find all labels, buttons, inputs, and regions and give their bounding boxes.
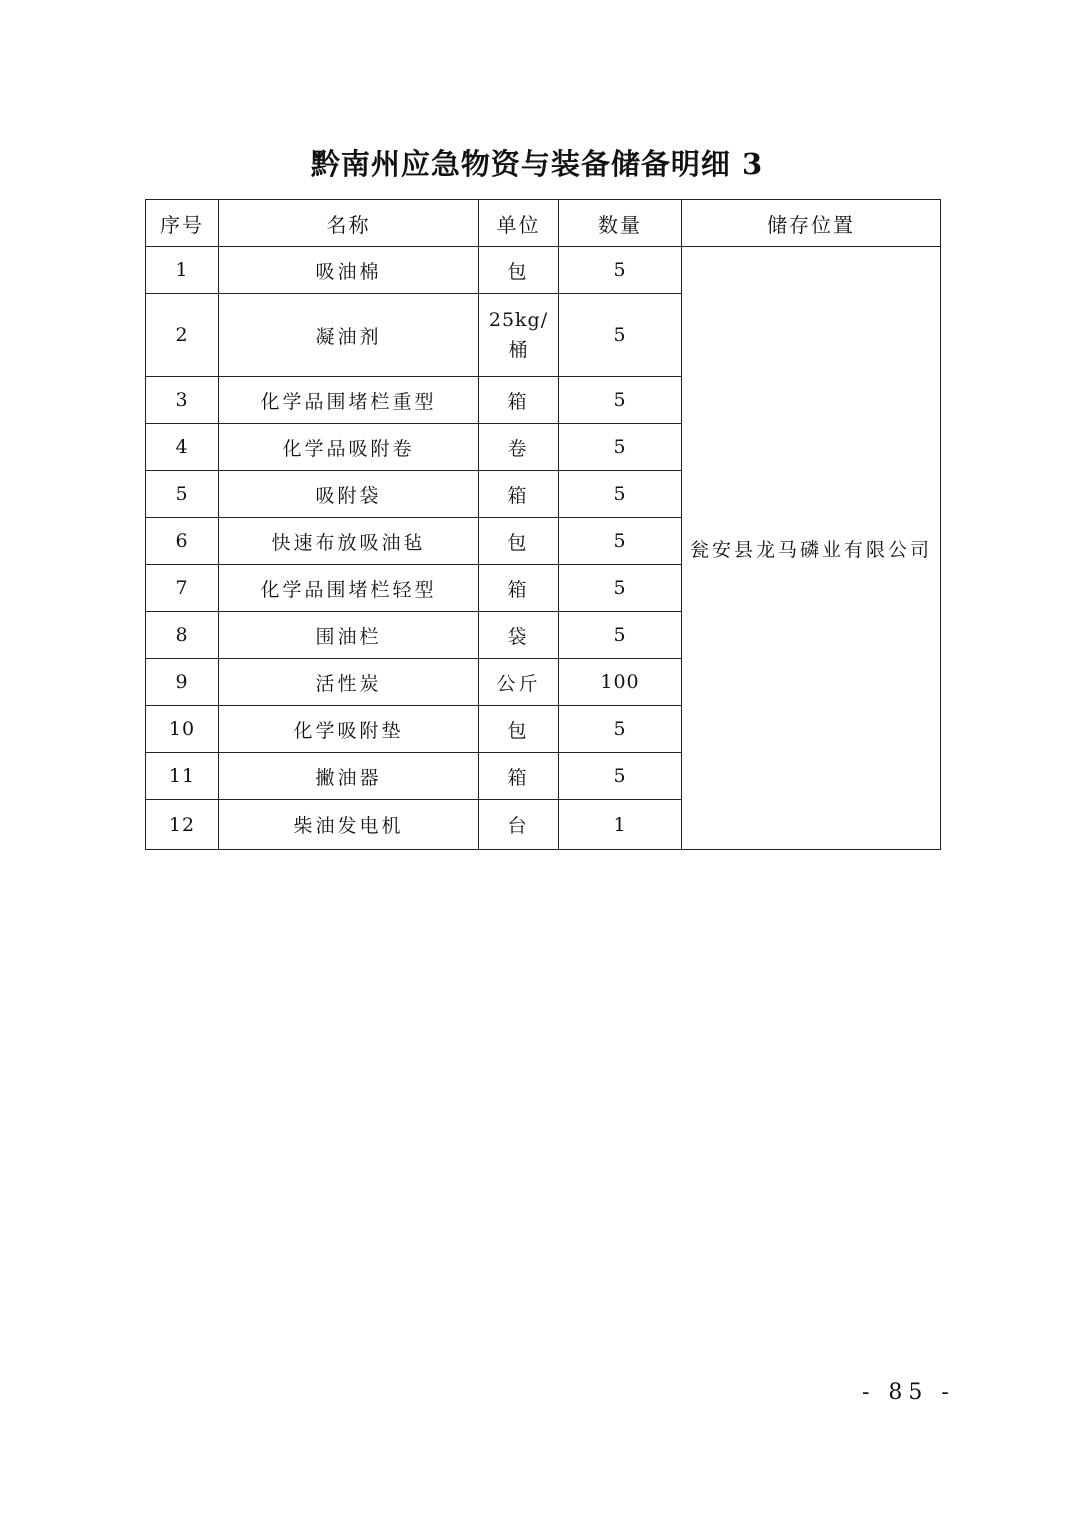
row-name: 凝油剂 bbox=[219, 294, 479, 377]
row-unit: 箱 bbox=[479, 471, 559, 518]
row-index: 5 bbox=[146, 471, 219, 518]
row-index: 9 bbox=[146, 659, 219, 706]
row-unit: 包 bbox=[479, 706, 559, 753]
row-quantity: 5 bbox=[559, 753, 682, 800]
row-unit: 包 bbox=[479, 247, 559, 294]
row-index: 6 bbox=[146, 518, 219, 565]
row-quantity: 5 bbox=[559, 247, 682, 294]
header-unit: 单位 bbox=[479, 200, 559, 247]
row-index: 3 bbox=[146, 377, 219, 424]
table-header-row bbox=[146, 200, 941, 247]
header-location: 储存位置 bbox=[682, 200, 941, 247]
row-quantity: 5 bbox=[559, 471, 682, 518]
page-number: - 85 - bbox=[862, 1380, 955, 1405]
row-unit: 卷 bbox=[479, 424, 559, 471]
row-unit: 包 bbox=[479, 518, 559, 565]
page-title: 黔南州应急物资与装备储备明细 3 bbox=[310, 147, 764, 181]
header-name: 名称 bbox=[219, 200, 479, 247]
row-name: 化学吸附垫 bbox=[219, 706, 479, 753]
row-name: 化学品吸附卷 bbox=[219, 424, 479, 471]
row-quantity: 1 bbox=[559, 800, 682, 850]
row-index: 1 bbox=[146, 247, 219, 294]
reserve-table bbox=[145, 199, 941, 850]
row-index: 12 bbox=[146, 800, 219, 850]
row-unit: 箱 bbox=[479, 377, 559, 424]
row-name: 柴油发电机 bbox=[219, 800, 479, 850]
row-unit: 公斤 bbox=[479, 659, 559, 706]
row-unit: 25kg/桶 bbox=[479, 294, 559, 377]
row-index: 2 bbox=[146, 294, 219, 377]
row-name: 吸油棉 bbox=[219, 247, 479, 294]
row-unit: 袋 bbox=[479, 612, 559, 659]
row-name: 活性炭 bbox=[219, 659, 479, 706]
row-quantity: 100 bbox=[559, 659, 682, 706]
row-index: 4 bbox=[146, 424, 219, 471]
row-quantity: 5 bbox=[559, 612, 682, 659]
row-quantity: 5 bbox=[559, 518, 682, 565]
row-quantity: 5 bbox=[559, 424, 682, 471]
storage-location: 瓮安县龙马磷业有限公司 bbox=[682, 247, 941, 850]
table-row bbox=[146, 247, 941, 294]
row-index: 11 bbox=[146, 753, 219, 800]
row-quantity: 5 bbox=[559, 565, 682, 612]
row-unit: 箱 bbox=[479, 753, 559, 800]
row-name: 吸附袋 bbox=[219, 471, 479, 518]
row-quantity: 5 bbox=[559, 377, 682, 424]
header-index: 序号 bbox=[146, 200, 219, 247]
row-unit: 箱 bbox=[479, 565, 559, 612]
row-name: 化学品围堵栏轻型 bbox=[219, 565, 479, 612]
row-index: 10 bbox=[146, 706, 219, 753]
row-name: 化学品围堵栏重型 bbox=[219, 377, 479, 424]
row-index: 8 bbox=[146, 612, 219, 659]
header-quantity: 数量 bbox=[559, 200, 682, 247]
row-quantity: 5 bbox=[559, 294, 682, 377]
row-index: 7 bbox=[146, 565, 219, 612]
row-quantity: 5 bbox=[559, 706, 682, 753]
row-name: 撇油器 bbox=[219, 753, 479, 800]
row-unit: 台 bbox=[479, 800, 559, 850]
row-name: 围油栏 bbox=[219, 612, 479, 659]
row-name: 快速布放吸油毡 bbox=[219, 518, 479, 565]
